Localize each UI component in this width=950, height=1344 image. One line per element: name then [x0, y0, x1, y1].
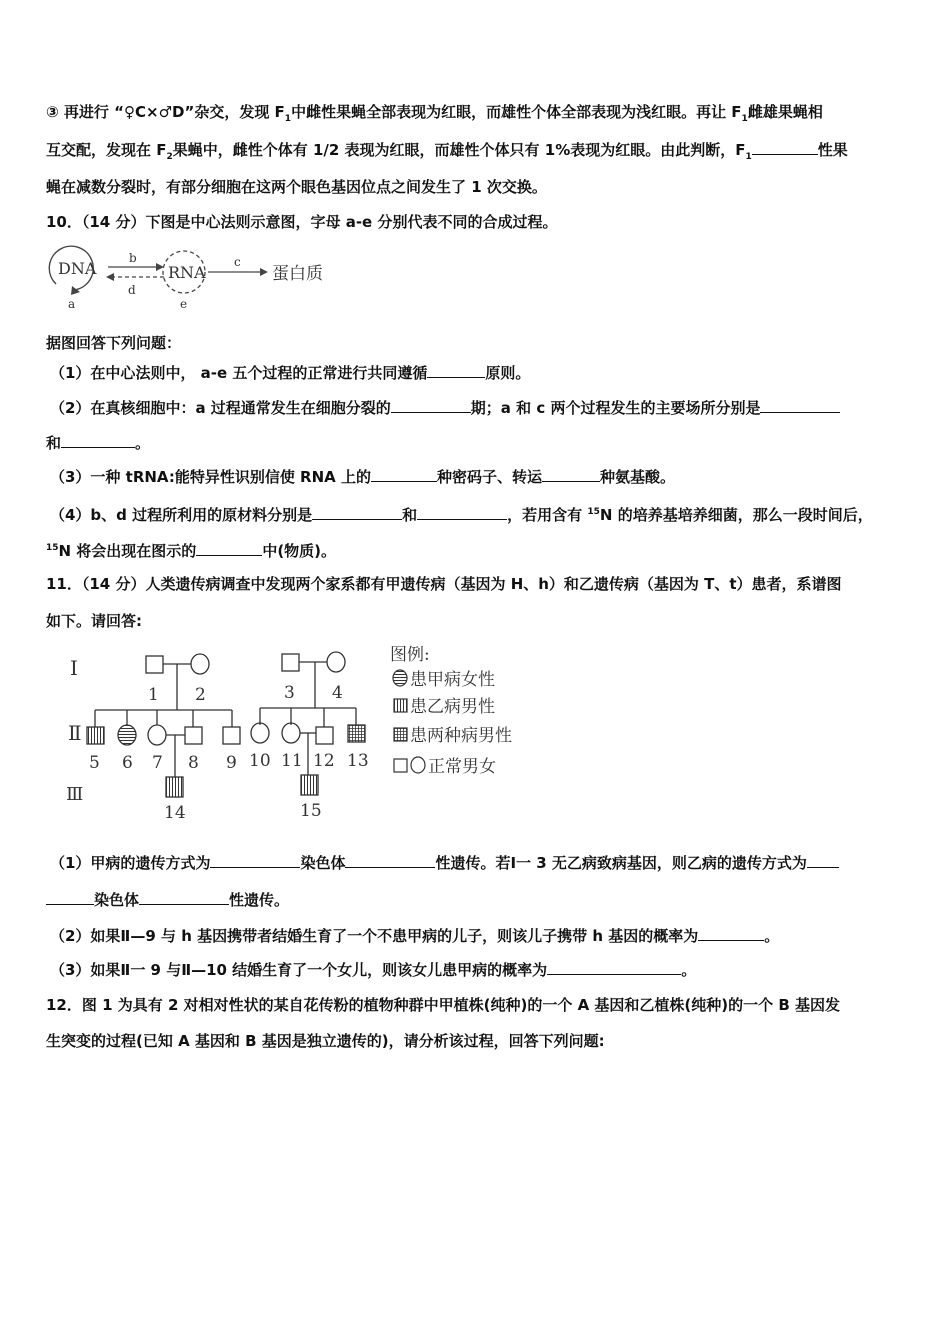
arrowhead-icon	[156, 263, 164, 271]
legend-item-1: 患甲病女性	[410, 670, 495, 690]
label-II-11: 11	[281, 751, 303, 771]
q10-intro: 据图回答下列问题：	[46, 334, 182, 352]
individual-II-13	[348, 725, 365, 742]
individual-II-5	[87, 727, 104, 744]
legend-male-both-icon	[394, 728, 407, 741]
individual-I-4	[327, 652, 345, 672]
individual-III-15	[301, 775, 318, 795]
arrowhead-icon	[106, 273, 114, 281]
legend-female-a-icon	[393, 670, 407, 686]
answer-blank[interactable]	[760, 398, 840, 413]
label-III-14: 14	[164, 803, 186, 823]
individual-II-6	[118, 725, 136, 745]
answer-blank[interactable]	[698, 926, 764, 941]
answer-blank[interactable]	[61, 433, 135, 448]
legend-male-b-icon	[394, 699, 407, 712]
answer-blank[interactable]	[547, 960, 681, 975]
individual-I-3	[282, 654, 299, 671]
answer-blank[interactable]	[752, 140, 818, 155]
individual-II-8	[185, 727, 202, 744]
label-I-4: 4	[332, 683, 343, 703]
process-b-label: b	[129, 251, 137, 265]
q11-title-line2: 如下。请回答:	[46, 612, 142, 630]
process-a-label: a	[68, 297, 76, 311]
answer-blank[interactable]	[345, 853, 435, 868]
legend-item-4: 正常男女	[428, 757, 496, 777]
q10-part1: （1）在中心法则中， a-e 五个过程的正常进行共同遵循 原则。	[50, 364, 531, 382]
answer-blank[interactable]	[210, 853, 300, 868]
individual-II-10	[251, 723, 269, 743]
individual-I-1	[146, 656, 163, 673]
answer-blank[interactable]	[391, 398, 471, 413]
q10-part4-cont: $^{15}$N 将会出现在图示的 中(物质)。	[46, 542, 337, 560]
answer-blank[interactable]	[542, 467, 600, 482]
legend-item-2: 患乙病男性	[410, 697, 495, 717]
answer-blank[interactable]	[312, 505, 402, 520]
legend-title: 图例:	[390, 645, 430, 665]
q11-part1: （1）甲病的遗传方式为 染色体 性遗传。若Ⅰ一 3 无乙病致病基因，则乙病的遗传方式为	[50, 853, 839, 873]
q10-part2: （2）在真核细胞中：a 过程通常发生在细胞分裂的 期；a 和 c 两个过程发生的主要场所分别是	[50, 398, 840, 418]
q11-part1-cont: 染色体 性遗传。	[46, 890, 289, 910]
q11-part3: （3）如果Ⅱ一 9 与Ⅱ—10 结婚生育了一个女儿，则该女儿患甲病的概率为 。	[50, 961, 697, 979]
q10-part3: （3）一种 tRNA:能特异性识别信使 RNA 上的 种密码子、转运 种氨基酸。	[50, 468, 676, 486]
label-II-13: 13	[347, 751, 369, 771]
answer-blank[interactable]	[139, 890, 229, 905]
central-dogma-diagram	[44, 240, 344, 312]
q9-line-3: 蝇在减数分裂时，有部分细胞在这两个眼色基因位点之间发生了 1 次交换。	[46, 178, 547, 196]
generation-II-label: Ⅱ	[68, 721, 82, 745]
individual-II-11	[282, 723, 300, 743]
legend-normal-female-icon	[411, 757, 425, 773]
q12-line1: 12．图 1 为具有 2 对相对性状的某自花传粉的植物种群中甲植株(纯种)的一个 A 基因和乙植株(纯种)的一个 B 基因发	[46, 996, 840, 1014]
label-I-1: 1	[148, 685, 159, 705]
q11-part2: （2）如果Ⅱ—9 与 h 基因携带者结婚生育了一个不患甲病的儿子，则该儿子携带 h 基因的概率为 。	[50, 927, 780, 945]
individual-III-14	[166, 777, 183, 797]
process-c-label: c	[234, 255, 241, 269]
q9-line-2: 互交配，发现在 $F_2$果蝇中，雌性个体有 1/2 表现为红眼，而雄性个体只有 1%表现为红眼。由此判断，$F_1$ 性果	[46, 141, 848, 162]
process-e-label: e	[180, 297, 188, 311]
q12-line2: 生突变的过程(已知 A 基因和 B 基因是独立遗传的)，请分析该过程，回答下列问题:	[46, 1032, 605, 1050]
label-II-12: 12	[313, 751, 335, 771]
pedigree-chart	[60, 640, 540, 825]
individual-II-9	[223, 727, 240, 744]
process-d-label: d	[128, 283, 136, 297]
answer-blank[interactable]	[417, 505, 507, 520]
q10-part4: （4）b、d 过程所利用的原材料分别是 和 ，若用含有 $^{15}$N 的培养基培养细菌，那么一段时间后，	[50, 506, 873, 524]
q10-title: 10．（14 分）下图是中心法则示意图，字母 a-e 分别代表不同的合成过程。	[46, 213, 558, 231]
individual-II-12	[316, 727, 333, 744]
pedigree-legend	[390, 645, 512, 777]
protein-label: 蛋白质	[272, 264, 323, 284]
label-II-7: 7	[152, 753, 163, 773]
label-II-5: 5	[89, 753, 100, 773]
arrowhead-icon	[71, 286, 80, 295]
rna-label: RNA	[168, 263, 206, 282]
label-I-2: 2	[195, 685, 206, 705]
label-II-8: 8	[188, 753, 199, 773]
q11-title-line1: 11．（14 分）人类遗传病调查中发现两个家系都有甲遗传病（基因为 H、h）和乙遗传病（基因为 T、t）患者，系谱图	[46, 575, 842, 593]
answer-blank[interactable]	[46, 890, 94, 905]
label-I-3: 3	[284, 683, 295, 703]
generation-III-label: Ⅲ	[66, 784, 84, 805]
legend-item-3: 患两种病男性	[410, 726, 512, 746]
legend-normal-male-icon	[394, 759, 407, 772]
answer-blank[interactable]	[427, 363, 485, 378]
label-II-10: 10	[249, 751, 271, 771]
answer-blank[interactable]	[371, 467, 437, 482]
answer-blank[interactable]	[196, 541, 262, 556]
label-II-6: 6	[122, 753, 133, 773]
label-II-9: 9	[226, 753, 237, 773]
label-III-15: 15	[300, 801, 322, 821]
q9-line-1: ③ 再进行 “♀C×♂D”杂交，发现 $F_1$中雌性果蝇全部表现为红眼，而雄性个体全部表现为浅红眼。再让 $F_1$雌雄果蝇相	[46, 103, 823, 124]
arrowhead-icon	[260, 268, 268, 276]
q10-part2-cont: 和 。	[46, 434, 151, 452]
individual-I-2	[191, 654, 209, 674]
individual-II-7	[148, 725, 166, 745]
answer-blank[interactable]	[807, 853, 839, 868]
dna-label: DNA	[58, 259, 97, 278]
generation-I-label: Ⅰ	[70, 656, 78, 680]
